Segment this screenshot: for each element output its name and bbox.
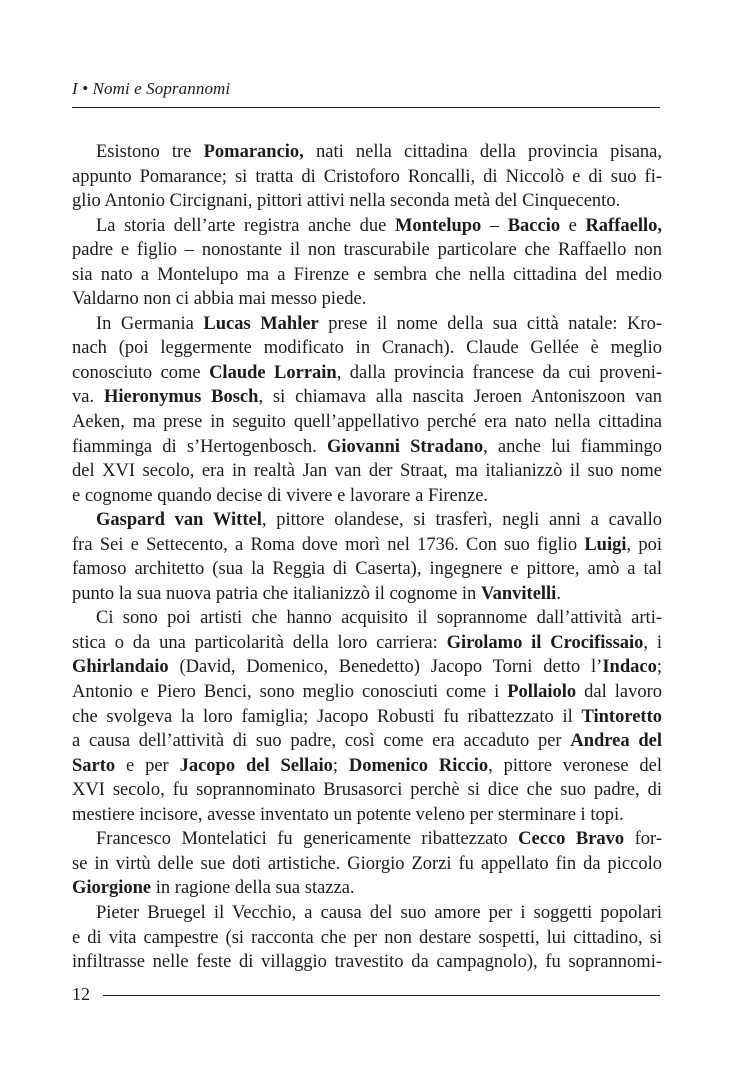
text-run: – bbox=[481, 215, 508, 236]
text-line bbox=[72, 484, 662, 509]
text-line bbox=[72, 655, 662, 680]
text-run: se in virtù delle sue doti artistiche. Giorgio Zorzi fu appellato fin da piccolo bbox=[72, 853, 662, 874]
text-run: , pittore veronese del bbox=[488, 755, 663, 776]
text-run: fra Sei e Settecento, a Roma dove morì nel 1736. Con suo figlio bbox=[72, 534, 585, 555]
header-separator: • bbox=[82, 79, 89, 98]
text-run: ; bbox=[332, 755, 349, 776]
bold-name: Pollaiolo bbox=[507, 682, 577, 703]
text-run: , si chiamava alla nascita Jeroen Antoniszoon van bbox=[258, 387, 662, 408]
text-line bbox=[72, 876, 662, 901]
bold-name: Baccio bbox=[507, 215, 561, 236]
text-run: e di vita campestre (si racconta che per non destare sospetti, lui cittadino, si bbox=[72, 927, 662, 948]
text-run: , poi bbox=[626, 534, 663, 555]
text-run: , dalla provincia francese da cui proveni- bbox=[336, 362, 663, 383]
text-line bbox=[72, 533, 662, 558]
text-run: del XVI secolo, era in realtà Jan van der Straat, ma italianizzò il suo nome bbox=[72, 461, 662, 482]
text-run: infiltrasse nelle feste di villaggio travestito da campagnolo), fu soprannomi- bbox=[72, 952, 662, 973]
bold-name: Lucas Mahler bbox=[203, 313, 319, 334]
text-line bbox=[72, 189, 662, 214]
bold-name: Giorgione bbox=[72, 878, 152, 899]
text-run: Francesco Montelatici fu genericamente ribattezzato bbox=[96, 829, 519, 850]
text-run: , anche lui fiammingo bbox=[483, 436, 662, 457]
text-line bbox=[72, 950, 662, 975]
text-line bbox=[72, 140, 662, 165]
text-run: famoso architetto (sua la Reggia di Caserta), ingegnere e pittore, amò a tal bbox=[72, 559, 662, 580]
text-line bbox=[72, 754, 662, 779]
text-line bbox=[72, 926, 662, 951]
bold-name: Gaspard van Wittel bbox=[96, 510, 262, 531]
text-run: (David, Domenico, Benedetto) Jacopo Torni detto l’ bbox=[168, 657, 603, 678]
text-run: Ci sono poi artisti che hanno acquisito il soprannome dall’attività arti- bbox=[96, 608, 662, 629]
text-run: nach (poi leggermente modificato in Cranach). Claude Gellée è meglio bbox=[72, 338, 662, 359]
text-run: Aeken, ma prese in seguito quell’appellativo perché era nato nella cittadina bbox=[72, 412, 662, 433]
text-line bbox=[72, 508, 662, 533]
text-line bbox=[72, 729, 662, 754]
text-run: padre e figlio – nonostante il non trascurabile particolare che Raffaello non bbox=[72, 240, 662, 261]
body-text bbox=[72, 140, 662, 975]
text-run: in ragione della sua stazza. bbox=[151, 878, 355, 899]
text-run: for- bbox=[624, 829, 663, 850]
bold-name: Montelupo bbox=[394, 215, 482, 236]
text-line bbox=[72, 803, 662, 828]
bold-name: Domenico Riccio bbox=[348, 755, 489, 776]
text-run: sia nato a Montelupo ma a Firenze e sembra che nella cittadina del medio bbox=[72, 264, 662, 285]
text-run: , pittore olandese, si trasferì, negli anni a cavallo bbox=[261, 510, 662, 531]
bold-name: Cecco Bravo bbox=[518, 829, 625, 850]
text-line bbox=[72, 385, 662, 410]
text-run: appunto Pomarance; si tratta di Cristoforo Roncalli, di Niccolò e di suo fi- bbox=[72, 166, 662, 187]
text-run: conosciuto come bbox=[72, 362, 210, 383]
text-line bbox=[72, 901, 662, 926]
text-run: prese il nome della sua città natale: Kro- bbox=[318, 313, 662, 334]
text-line bbox=[72, 459, 662, 484]
text-line bbox=[72, 631, 662, 656]
page-number: 12 bbox=[72, 984, 90, 1004]
text-run: Antonio e Piero Benci, sono meglio conosciuti come i bbox=[72, 682, 508, 703]
text-line bbox=[72, 606, 662, 631]
bold-name: Ghirlandaio bbox=[72, 657, 169, 678]
text-run: . bbox=[556, 583, 561, 604]
text-run: In Germania bbox=[96, 313, 204, 334]
text-run: fiamminga di s’Hertogenbosch. bbox=[72, 436, 327, 457]
text-run: , i bbox=[643, 632, 663, 653]
text-run: punto la sua nuova patria che italianizzò il cognome in bbox=[72, 583, 481, 604]
text-run: Esistono tre bbox=[96, 142, 204, 162]
text-line bbox=[72, 312, 662, 337]
header-title: Nomi e Soprannomi bbox=[92, 79, 231, 98]
bold-name: Pomarancio, bbox=[203, 142, 304, 162]
text-line bbox=[72, 263, 662, 288]
text-line bbox=[72, 705, 662, 730]
text-run: mestiere incisore, avesse inventato un potente veleno per sterminare i topi. bbox=[72, 804, 624, 825]
header-section-number: I bbox=[72, 79, 78, 98]
bold-name: Tintoretto bbox=[581, 706, 662, 727]
bold-name: Giovanni Stradano bbox=[326, 436, 484, 457]
footer-rule bbox=[103, 995, 660, 996]
text-run: glio Antonio Circignani, pittori attivi nella seconda metà del Cinquecento. bbox=[72, 191, 621, 212]
text-line bbox=[72, 165, 662, 190]
bold-name: Vanvitelli bbox=[480, 583, 557, 604]
bold-name: Indaco bbox=[602, 657, 657, 678]
bold-name: Claude Lorrain bbox=[209, 362, 337, 383]
bold-name: Jacopo del Sellaio bbox=[179, 755, 333, 776]
text-run: Pieter Bruegel il Vecchio, a causa del suo amore per i soggetti popolari bbox=[96, 902, 662, 923]
text-line bbox=[72, 582, 662, 607]
text-run: e bbox=[560, 215, 586, 236]
text-line bbox=[72, 238, 662, 263]
text-run: e cognome quando decise di vivere e lavorare a Firenze. bbox=[72, 485, 489, 506]
text-run: Valdarno non ci abbia mai messo piede. bbox=[72, 289, 367, 310]
bold-name: Hieronymus Bosch bbox=[103, 387, 259, 408]
text-run: e per bbox=[115, 755, 180, 776]
text-run: XVI secolo, fu soprannominato Brusasorci perchè si dice che suo padre, di bbox=[72, 780, 662, 801]
text-line bbox=[72, 435, 662, 460]
header-rule bbox=[72, 107, 660, 108]
text-line bbox=[72, 336, 662, 361]
text-line bbox=[72, 410, 662, 435]
text-line bbox=[72, 778, 662, 803]
bold-name: Girolamo il Crocifissaio bbox=[446, 632, 644, 653]
bold-name: Raffaello, bbox=[585, 215, 662, 236]
text-run: stica o da una particolarità della loro carriera: bbox=[72, 632, 447, 653]
text-line bbox=[72, 557, 662, 582]
text-line bbox=[72, 214, 662, 239]
text-run: nati nella cittadina della provincia pisana, bbox=[303, 142, 662, 162]
text-run: ; bbox=[656, 657, 662, 678]
text-line bbox=[72, 852, 662, 877]
bold-name: Luigi bbox=[584, 534, 627, 555]
text-line bbox=[72, 680, 662, 705]
text-run: va. bbox=[72, 387, 104, 408]
text-line bbox=[72, 827, 662, 852]
text-line bbox=[72, 287, 662, 312]
text-line bbox=[72, 361, 662, 386]
text-run: a causa dell’attività di suo padre, così come era accaduto per bbox=[72, 731, 571, 752]
running-header bbox=[72, 79, 230, 99]
bold-name: Andrea del bbox=[570, 731, 663, 752]
text-run: La storia dell’arte registra anche due bbox=[96, 215, 395, 236]
bold-name: Sarto bbox=[72, 755, 116, 776]
text-run: che svolgeva la loro famiglia; Jacopo Robusti fu ribattezzato il bbox=[72, 706, 582, 727]
text-run: dal lavoro bbox=[576, 682, 662, 703]
